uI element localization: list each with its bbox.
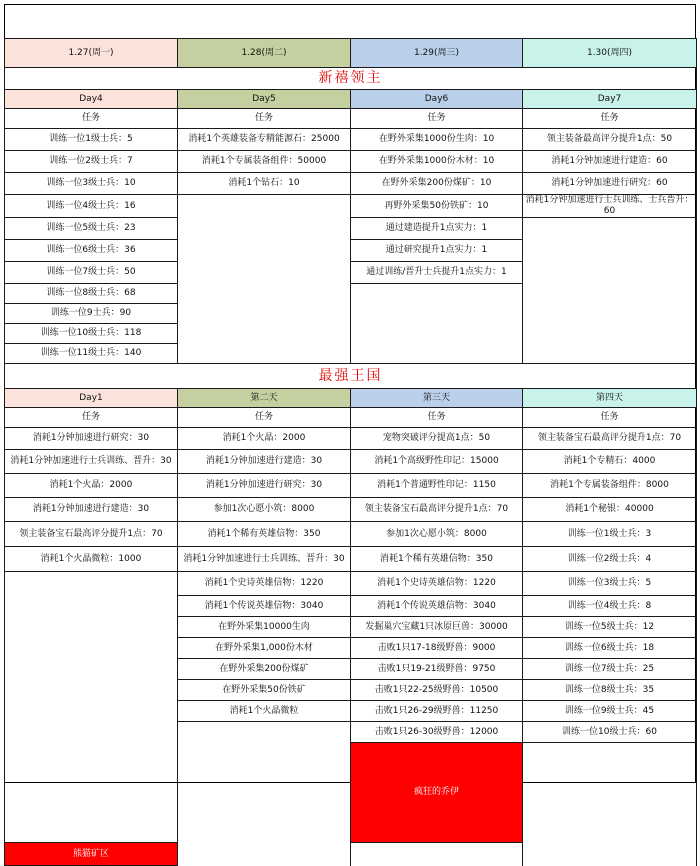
day-cell[interactable]: Day7 — [523, 90, 697, 109]
table-row — [5, 195, 697, 218]
task-cell[interactable]: 消耗1分钟加速进行建造：60 — [523, 151, 697, 173]
task-cell[interactable]: 发掘巢穴宝藏1只冰原巨兽：30000 — [351, 617, 523, 638]
task-header[interactable]: 任务 — [5, 408, 178, 428]
table-row — [5, 474, 697, 498]
task-cell[interactable]: 宠物突破评分提高1点：50 — [351, 428, 523, 450]
task-cell[interactable]: 消耗1个专属装备组件：50000 — [178, 151, 351, 173]
table-row — [5, 218, 697, 240]
task-cell[interactable]: 消耗1分钟加速进行士兵训练、士兵晋升：60 — [523, 195, 697, 218]
section-title[interactable]: 最强王国 — [5, 364, 697, 389]
task-cell[interactable]: 训练一位2级士兵：7 — [5, 151, 178, 173]
table-row — [5, 450, 697, 474]
task-cell[interactable]: 消耗1个钻石：10 — [178, 173, 351, 195]
day-cell[interactable]: Day1 — [5, 389, 178, 408]
task-cell[interactable]: 领主装备宝石最高评分提升1点：70 — [5, 522, 178, 547]
task-cell[interactable]: 击败1只19-21级野兽：9750 — [351, 659, 523, 680]
table-row — [5, 572, 697, 596]
task-cell[interactable]: 消耗1个火晶：2000 — [178, 428, 351, 450]
task-cell[interactable]: 训练一位5级士兵：12 — [523, 617, 697, 638]
table-row — [5, 547, 697, 572]
task-cell[interactable]: 领主装备宝石最高评分提升1点：70 — [523, 428, 697, 450]
task-cell[interactable]: 在野外采集1,000份木材 — [178, 638, 351, 659]
event-schedule-table — [4, 38, 697, 866]
task-cell[interactable]: 训练一位6级士兵：36 — [5, 240, 178, 262]
task-cell[interactable]: 消耗1个秘银：40000 — [523, 498, 697, 522]
day-cell[interactable]: Day6 — [351, 90, 523, 109]
task-cell[interactable]: 消耗1个史诗英雄信物：1220 — [178, 572, 351, 596]
task-cell[interactable]: 击败1只17-18级野兽：9000 — [351, 638, 523, 659]
task-header[interactable]: 任务 — [5, 109, 178, 129]
task-cell[interactable]: 领主装备宝石最高评分提升1点：70 — [351, 498, 523, 522]
task-header[interactable]: 任务 — [178, 109, 351, 129]
task-cell[interactable]: 在野外采集200份煤矿：10 — [351, 173, 523, 195]
section-title[interactable]: 新禧领主 — [5, 68, 697, 90]
task-header[interactable]: 任务 — [178, 408, 351, 428]
task-cell[interactable]: 训练一位8级士兵：68 — [5, 284, 178, 304]
task-cell[interactable]: 训练一位7级士兵：50 — [5, 262, 178, 284]
day-cell[interactable]: 第三天 — [351, 389, 523, 408]
task-header[interactable]: 任务 — [351, 109, 523, 129]
task-cell[interactable]: 消耗1个高级野性印记：15000 — [351, 450, 523, 474]
task-cell[interactable]: 消耗1个史诗英雄信物：1220 — [351, 572, 523, 596]
task-cell[interactable]: 击败1只26-29级野兽：11250 — [351, 701, 523, 722]
red-highlight-cell[interactable]: 熊猫矿区 — [5, 843, 178, 866]
task-cell[interactable]: 参加1次心愿小筑：8000 — [178, 498, 351, 522]
task-cell[interactable]: 训练一位9士兵：90 — [5, 304, 178, 324]
task-cell[interactable]: 通过研究提升1点实力：1 — [351, 240, 523, 262]
task-cell[interactable]: 消耗1分钟加速进行士兵训练、晋升：30 — [178, 547, 351, 572]
task-cell[interactable]: 训练一位10级士兵：60 — [523, 722, 697, 743]
task-cell[interactable]: 训练一位6级士兵：18 — [523, 638, 697, 659]
task-cell[interactable]: 通过训练/晋升士兵提升1点实力：1 — [351, 262, 523, 284]
table-row — [5, 428, 697, 450]
task-cell[interactable]: 训练一位5级士兵：23 — [5, 218, 178, 240]
task-header[interactable]: 任务 — [351, 408, 523, 428]
task-cell[interactable]: 训练一位4级士兵：8 — [523, 596, 697, 617]
empty-cell — [5, 572, 178, 843]
empty-cell — [178, 195, 351, 364]
date-cell[interactable]: 1.28(周二) — [178, 39, 351, 68]
table-row — [5, 129, 697, 151]
task-cell[interactable]: 通过建造提升1点实力：1 — [351, 218, 523, 240]
table-row — [5, 522, 697, 547]
task-cell[interactable]: 消耗1分钟加速进行研究：60 — [523, 173, 697, 195]
task-cell[interactable]: 击败1只22-25级野兽：10500 — [351, 680, 523, 701]
table-row — [5, 151, 697, 173]
day-cell[interactable]: 第四天 — [523, 389, 697, 408]
task-cell[interactable]: 参加1次心愿小筑：8000 — [351, 522, 523, 547]
task-cell[interactable]: 消耗1个稀有英雄信物：350 — [178, 522, 351, 547]
table-row — [5, 498, 697, 522]
task-cell[interactable]: 领主装备最高评分提升1点：50 — [523, 129, 697, 151]
empty-cell — [351, 843, 523, 866]
task-cell[interactable]: 训练一位1级士兵：3 — [523, 522, 697, 547]
task-cell[interactable]: 消耗1分钟加速进行研究：30 — [5, 428, 178, 450]
day-row — [5, 389, 697, 408]
task-cell[interactable]: 击败1只26-30级野兽：12000 — [351, 722, 523, 743]
task-cell[interactable]: 消耗1个普通野性印记：1150 — [351, 474, 523, 498]
task-cell[interactable]: 训练一位4级士兵：16 — [5, 195, 178, 218]
day-cell[interactable]: 第二天 — [178, 389, 351, 408]
task-cell[interactable]: 在野外采集1000份木材：10 — [351, 151, 523, 173]
empty-cell — [523, 743, 697, 866]
table-row — [5, 173, 697, 195]
empty-cell — [351, 284, 523, 364]
task-cell[interactable]: 训练一位1级士兵：5 — [5, 129, 178, 151]
task-cell[interactable]: 训练一位3级士兵：5 — [523, 572, 697, 596]
task-cell[interactable]: 消耗1个英雄装备专精能源石：25000 — [178, 129, 351, 151]
task-cell[interactable]: 训练一位9级士兵：45 — [523, 701, 697, 722]
task-label-row — [5, 408, 697, 428]
task-cell[interactable]: 消耗1个专属装备组件：8000 — [523, 474, 697, 498]
task-cell[interactable]: 训练一位2级士兵：4 — [523, 547, 697, 572]
date-cell[interactable]: 1.27(周一) — [5, 39, 178, 68]
task-cell[interactable]: 在野外采集50份铁矿 — [178, 680, 351, 701]
task-cell[interactable]: 在野外采集10000生肉 — [178, 617, 351, 638]
empty-cell — [178, 722, 351, 866]
task-cell[interactable]: 消耗1个火晶：2000 — [5, 474, 178, 498]
task-cell[interactable]: 消耗1分钟加速进行士兵训练、晋升：30 — [5, 450, 178, 474]
task-label-row — [5, 109, 697, 129]
task-cell[interactable]: 在野外采集200份煤矿 — [178, 659, 351, 680]
task-cell[interactable]: 消耗1个专精石：4000 — [523, 450, 697, 474]
task-cell[interactable]: 再野外采集50份铁矿：10 — [351, 195, 523, 218]
task-cell[interactable]: 消耗1个火晶微粒 — [178, 701, 351, 722]
empty-cell — [523, 218, 697, 364]
task-cell[interactable]: 消耗1个火晶微粒：1000 — [5, 547, 178, 572]
date-cell[interactable]: 1.29(周三) — [351, 39, 523, 68]
task-cell[interactable]: 消耗1个传说英雄信物：3040 — [178, 596, 351, 617]
day-cell[interactable]: Day5 — [178, 90, 351, 109]
task-header[interactable]: 任务 — [523, 408, 697, 428]
task-cell[interactable]: 消耗1个传说英雄信物：3040 — [351, 596, 523, 617]
task-cell[interactable]: 消耗1个稀有英雄信物：350 — [351, 547, 523, 572]
task-cell[interactable]: 消耗1分钟加速进行建造：30 — [5, 498, 178, 522]
task-cell[interactable]: 消耗1分钟加速进行建造：30 — [178, 450, 351, 474]
task-cell[interactable]: 消耗1分钟加速进行研究：30 — [178, 474, 351, 498]
day-row — [5, 90, 697, 109]
date-row — [5, 39, 697, 68]
task-cell[interactable]: 训练一位11级士兵：140 — [5, 344, 178, 364]
task-cell[interactable]: 训练一位3级士兵：10 — [5, 173, 178, 195]
task-cell[interactable]: 训练一位8级士兵：35 — [523, 680, 697, 701]
task-cell[interactable]: 训练一位7级士兵：25 — [523, 659, 697, 680]
red-highlight-cell[interactable]: 疯狂的乔伊 — [351, 743, 523, 843]
task-cell[interactable]: 训练一位10级士兵：118 — [5, 324, 178, 344]
task-header[interactable]: 任务 — [523, 109, 697, 129]
day-cell[interactable]: Day4 — [5, 90, 178, 109]
date-cell[interactable]: 1.30(周四) — [523, 39, 697, 68]
task-cell[interactable]: 在野外采集1000份生肉：10 — [351, 129, 523, 151]
